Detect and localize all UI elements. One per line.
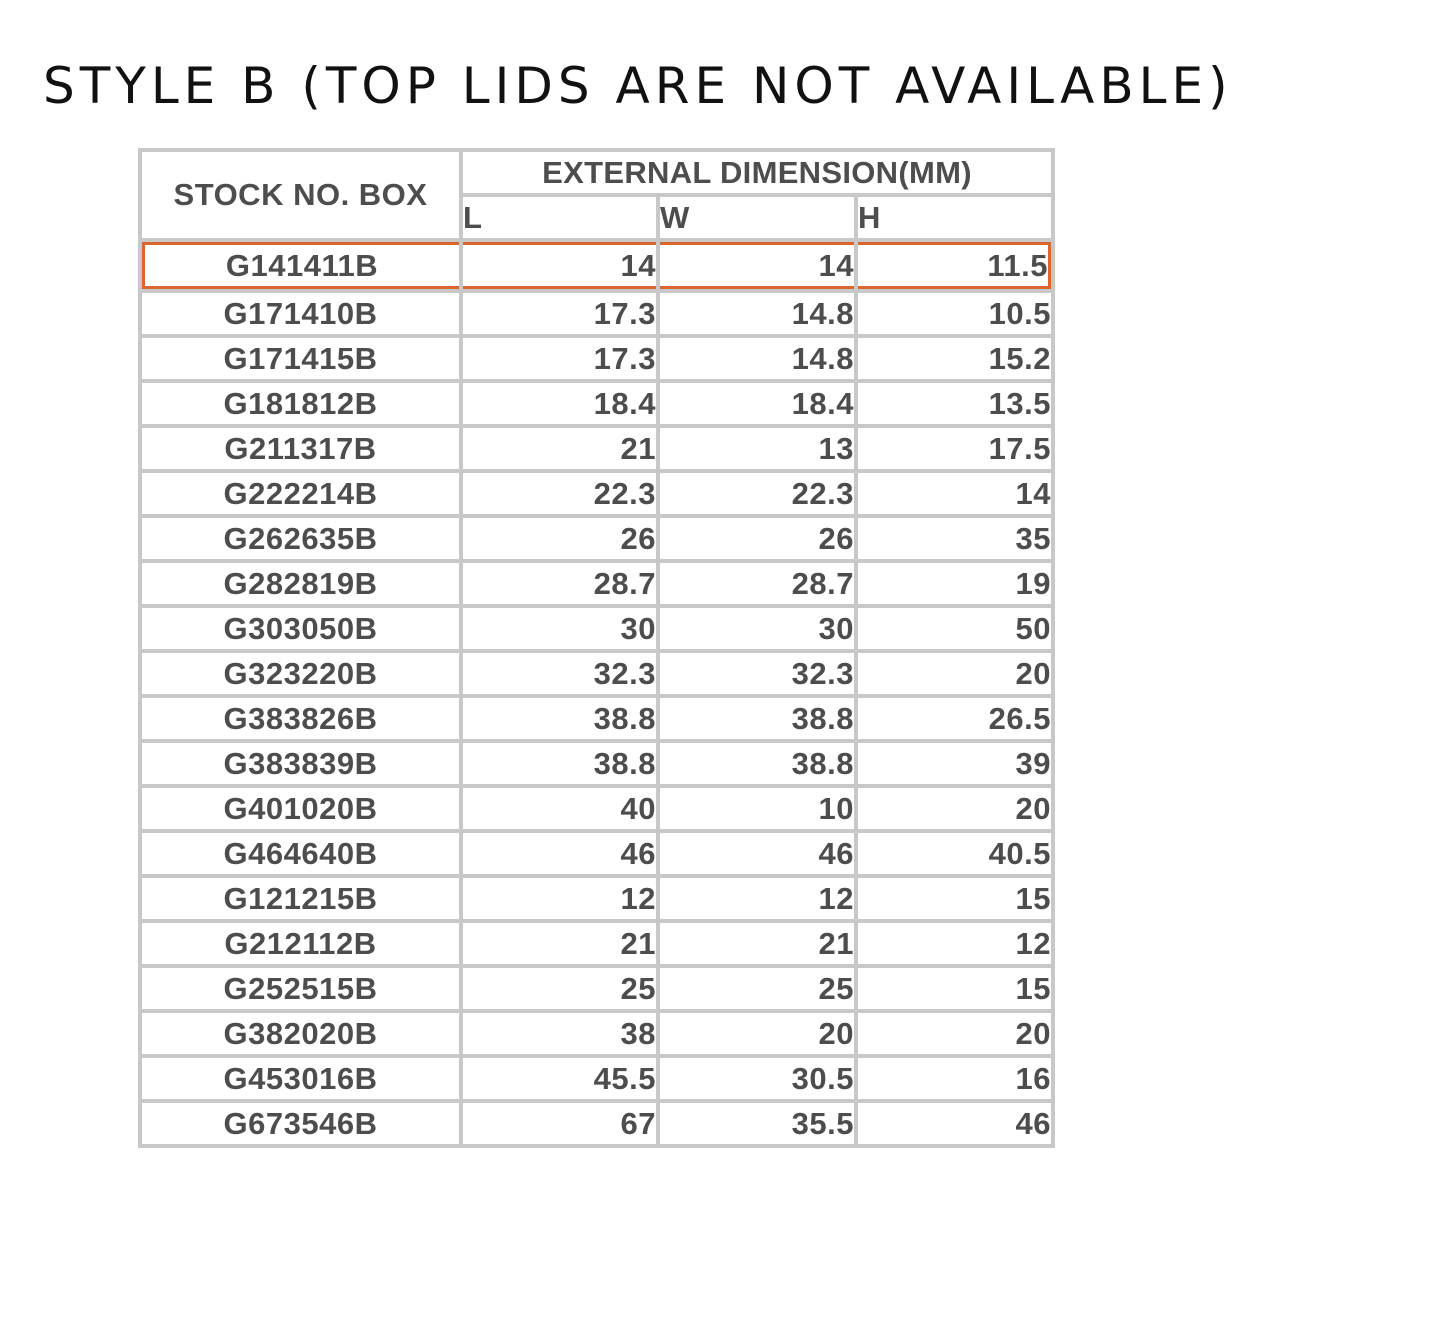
stock-number-cell: G464640B [142, 833, 459, 874]
width-cell: 35.5 [660, 1103, 854, 1144]
width-cell: 13 [660, 428, 854, 469]
width-cell: 18.4 [660, 383, 854, 424]
table-row[interactable] [142, 1103, 1051, 1144]
stock-number-cell: G171415B [142, 338, 459, 379]
height-cell: 26.5 [858, 698, 1051, 739]
column-header-w: W [660, 197, 854, 238]
width-cell: 14 [660, 242, 854, 289]
table-body [142, 242, 1051, 1144]
stock-number-cell: G453016B [142, 1058, 459, 1099]
height-cell: 40.5 [858, 833, 1051, 874]
table-row[interactable] [142, 788, 1051, 829]
length-cell: 25 [463, 968, 656, 1009]
stock-number-cell: G673546B [142, 1103, 459, 1144]
stock-number-cell: G383839B [142, 743, 459, 784]
external-dimension-header: EXTERNAL DIMENSION(MM) [463, 152, 1051, 193]
height-cell: 35 [858, 518, 1051, 559]
length-cell: 12 [463, 878, 656, 919]
height-cell: 16 [858, 1058, 1051, 1099]
length-cell: 38.8 [463, 743, 656, 784]
height-cell: 14 [858, 473, 1051, 514]
length-cell: 21 [463, 428, 656, 469]
height-cell: 19 [858, 563, 1051, 604]
length-cell: 18.4 [463, 383, 656, 424]
stock-number-cell: G222214B [142, 473, 459, 514]
length-cell: 67 [463, 1103, 656, 1144]
width-cell: 28.7 [660, 563, 854, 604]
stock-number-cell: G121215B [142, 878, 459, 919]
column-header-h: H [858, 197, 1051, 238]
stock-number-cell: G262635B [142, 518, 459, 559]
stock-number-cell: G212112B [142, 923, 459, 964]
stock-number-cell: G141411B [142, 242, 459, 289]
height-cell: 20 [858, 788, 1051, 829]
length-cell: 30 [463, 608, 656, 649]
height-cell: 15.2 [858, 338, 1051, 379]
width-cell: 30.5 [660, 1058, 854, 1099]
length-cell: 26 [463, 518, 656, 559]
height-cell: 10.5 [858, 293, 1051, 334]
stock-number-cell: G252515B [142, 968, 459, 1009]
table-row[interactable] [142, 833, 1051, 874]
table-row[interactable] [142, 1058, 1051, 1099]
dimension-table-container [138, 148, 1055, 1148]
width-cell: 26 [660, 518, 854, 559]
table-row[interactable] [142, 518, 1051, 559]
table-row[interactable] [142, 563, 1051, 604]
stock-number-cell: G282819B [142, 563, 459, 604]
height-cell: 13.5 [858, 383, 1051, 424]
table-row[interactable] [142, 293, 1051, 334]
width-cell: 38.8 [660, 698, 854, 739]
height-cell: 50 [858, 608, 1051, 649]
table-row[interactable] [142, 473, 1051, 514]
height-cell: 20 [858, 653, 1051, 694]
length-cell: 14 [463, 242, 656, 289]
width-cell: 12 [660, 878, 854, 919]
table-row[interactable] [142, 968, 1051, 1009]
stock-number-cell: G211317B [142, 428, 459, 469]
dimension-table [138, 148, 1055, 1148]
table-row[interactable] [142, 698, 1051, 739]
width-cell: 10 [660, 788, 854, 829]
width-cell: 38.8 [660, 743, 854, 784]
length-cell: 28.7 [463, 563, 656, 604]
width-cell: 21 [660, 923, 854, 964]
height-cell: 11.5 [858, 242, 1051, 289]
table-row[interactable] [142, 608, 1051, 649]
height-cell: 39 [858, 743, 1051, 784]
width-cell: 14.8 [660, 293, 854, 334]
stock-number-cell: G171410B [142, 293, 459, 334]
width-cell: 22.3 [660, 473, 854, 514]
stock-no-header: STOCK NO. BOX [142, 152, 459, 238]
height-cell: 20 [858, 1013, 1051, 1054]
stock-number-cell: G323220B [142, 653, 459, 694]
length-cell: 40 [463, 788, 656, 829]
length-cell: 17.3 [463, 293, 656, 334]
table-row[interactable] [142, 338, 1051, 379]
length-cell: 22.3 [463, 473, 656, 514]
height-cell: 15 [858, 878, 1051, 919]
length-cell: 32.3 [463, 653, 656, 694]
width-cell: 20 [660, 1013, 854, 1054]
table-row[interactable] [142, 923, 1051, 964]
length-cell: 38.8 [463, 698, 656, 739]
table-row[interactable] [142, 1013, 1051, 1054]
length-cell: 17.3 [463, 338, 656, 379]
width-cell: 14.8 [660, 338, 854, 379]
width-cell: 25 [660, 968, 854, 1009]
stock-number-cell: G181812B [142, 383, 459, 424]
column-header-l: L [463, 197, 656, 238]
width-cell: 30 [660, 608, 854, 649]
stock-number-cell: G383826B [142, 698, 459, 739]
height-cell: 46 [858, 1103, 1051, 1144]
height-cell: 12 [858, 923, 1051, 964]
table-row[interactable] [142, 653, 1051, 694]
height-cell: 17.5 [858, 428, 1051, 469]
length-cell: 38 [463, 1013, 656, 1054]
table-row[interactable] [142, 383, 1051, 424]
table-row[interactable] [142, 878, 1051, 919]
height-cell: 15 [858, 968, 1051, 1009]
table-row-selected[interactable] [142, 242, 1051, 289]
header-row-group [142, 152, 1051, 193]
length-cell: 21 [463, 923, 656, 964]
stock-number-cell: G303050B [142, 608, 459, 649]
table-row[interactable] [142, 428, 1051, 469]
table-row[interactable] [142, 743, 1051, 784]
length-cell: 45.5 [463, 1058, 656, 1099]
stock-number-cell: G401020B [142, 788, 459, 829]
width-cell: 32.3 [660, 653, 854, 694]
width-cell: 46 [660, 833, 854, 874]
stock-number-cell: G382020B [142, 1013, 459, 1054]
length-cell: 46 [463, 833, 656, 874]
page-title: STYLE B (TOP LIDS ARE NOT AVAILABLE) [43, 57, 1233, 115]
